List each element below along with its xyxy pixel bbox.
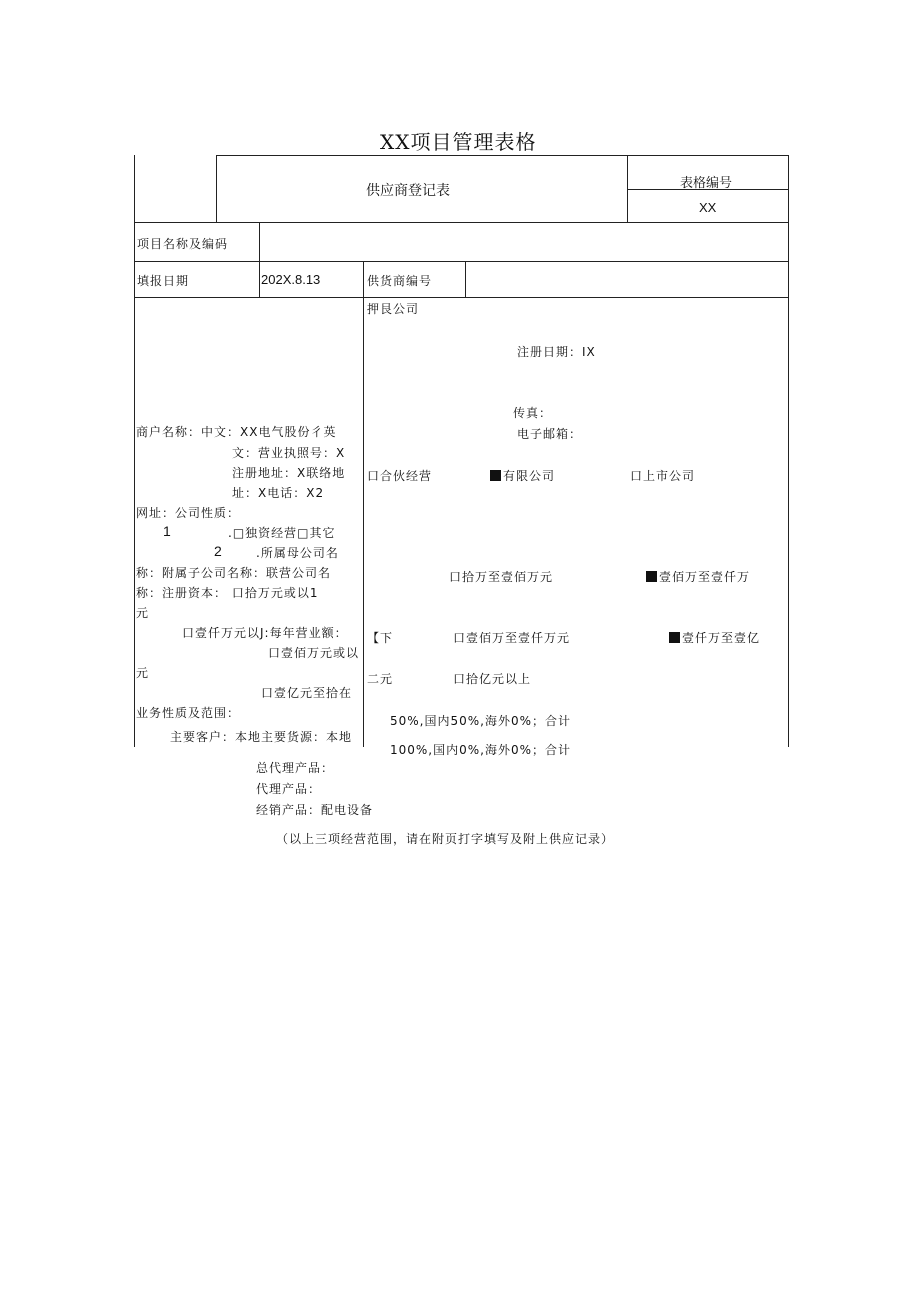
- table-line: [259, 261, 260, 297]
- merchant-name-text: 商户名称：中文：XX电气股份彳英: [136, 425, 337, 439]
- option-partnership: 口合伙经营: [367, 469, 433, 483]
- turnover-option: 口壹亿元至拾在: [261, 686, 353, 700]
- source-ratio: 100%,国内0%,海外0%；合计: [390, 743, 572, 757]
- table-border-left: [134, 155, 135, 747]
- fill-date-label: 填报日期: [137, 274, 190, 288]
- option-label: 壹佰万至壹仟万: [659, 570, 751, 584]
- turnover-unit: 二元: [367, 672, 394, 686]
- supplier-no-label: 供货商编号: [367, 274, 433, 288]
- registration-date: 注册日期：IX: [517, 345, 596, 359]
- option-limited-company: [490, 467, 555, 484]
- table-line: [465, 261, 466, 297]
- option-listed-company: 口上市公司: [630, 469, 696, 483]
- agent-products: 代理产品：: [256, 782, 322, 796]
- license-text: 文：营业执照号：X: [232, 446, 346, 460]
- turnover-option: 口壹佰万元或以: [268, 646, 360, 660]
- business-scope-label: 业务性质及范围：: [136, 706, 241, 720]
- capital-option: 口拾万至壹佰万元: [449, 570, 554, 584]
- form-name: 供应商登记表: [366, 183, 450, 199]
- checked-box-icon: [646, 571, 657, 582]
- form-no-label: 表格编号: [680, 176, 733, 191]
- table-line: [627, 155, 628, 222]
- fax-label: 传真：: [513, 406, 553, 420]
- option-label: 有限公司: [503, 469, 556, 483]
- turnover-option-checked: [669, 629, 760, 646]
- table-border-right: [788, 155, 789, 747]
- phone-text: 址：X电话：X2: [232, 486, 325, 500]
- fill-date-value: 202X.8.13: [261, 272, 321, 287]
- table-line: [134, 297, 789, 298]
- capital-text: 称：注册资本： 口拾万元或以1: [136, 586, 319, 600]
- table-line: [363, 261, 364, 747]
- turnover-text: 口壹仟万元以J:每年营业额：: [182, 626, 348, 640]
- general-agent-products: 总代理产品：: [256, 761, 335, 775]
- checked-box-icon: [669, 632, 680, 643]
- checked-box-icon: [490, 470, 501, 481]
- turnover-option: 口拾亿元以上: [453, 672, 532, 686]
- turnover-option: 口壹佰万至壹仟万元: [453, 631, 571, 645]
- table-line: [134, 261, 789, 262]
- subsidiary-text: 称：附属子公司名称：联营公司名: [136, 566, 332, 580]
- company-type-cont: 押艮公司: [367, 302, 420, 316]
- project-name-label: 项目名称及编码: [137, 237, 229, 251]
- item-number: 1: [163, 523, 171, 539]
- scope-note: （以上三项经营范围，请在附页打字填写及附上供应记录）: [276, 832, 615, 846]
- customers-text: 主要客户：本地主要货源：本地: [170, 730, 353, 744]
- table-line: [216, 155, 217, 222]
- capital-unit: 元: [136, 606, 150, 620]
- table-line: [134, 222, 789, 223]
- option-label: 壹仟万至壹亿: [682, 631, 761, 645]
- distribution-products: 经销产品：配电设备: [256, 803, 374, 817]
- item-number: 2: [214, 543, 222, 559]
- capital-option-tail: 【下: [367, 631, 394, 645]
- capital-option-checked: [646, 568, 750, 585]
- form-no-value: XX: [699, 200, 717, 215]
- table-border-top: [216, 155, 789, 156]
- email-label: 电子邮箱：: [517, 427, 583, 441]
- company-type-text: .□独资经营□其它: [228, 526, 336, 540]
- address-text: 注册地址：X联络地: [232, 466, 346, 480]
- parent-company-text: .所属母公司名: [256, 546, 339, 560]
- document-title: XX项目管理表格: [380, 130, 537, 154]
- website-text: 网址：公司性质：: [136, 506, 241, 520]
- customer-ratio: 50%,国内50%,海外0%；合计: [390, 714, 572, 728]
- turnover-unit: 元: [136, 666, 150, 680]
- clipped-row: [364, 738, 788, 757]
- table-line: [259, 222, 260, 261]
